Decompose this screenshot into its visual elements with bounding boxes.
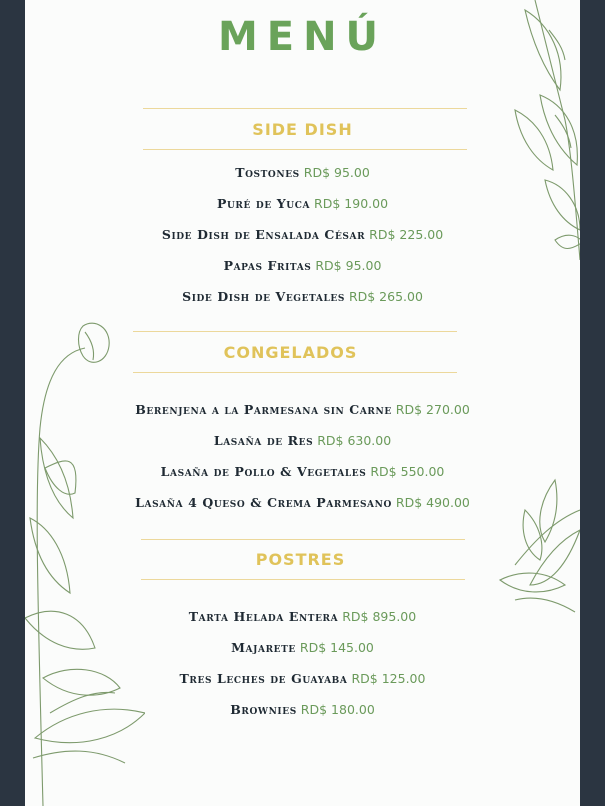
item-price: RD$ 95.00 [303,165,370,180]
menu-item [25,227,580,242]
item-price: RD$ 895.00 [342,609,417,624]
menu-item [25,609,580,624]
menu-item [25,165,580,180]
menu-item [25,289,580,304]
item-price: RD$ 145.00 [299,640,374,655]
section-divider [143,108,467,109]
item-name: Papas Fritas [223,258,312,273]
item-name: Majarete [231,640,296,655]
item-price: RD$ 190.00 [314,196,389,211]
section-divider [143,149,467,150]
menu-item [25,495,580,510]
menu-item [25,258,580,273]
item-name: Tarta Helada Entera [188,609,339,624]
item-name: Brownies [230,702,297,717]
item-price: RD$ 225.00 [369,227,444,242]
menu-page [25,0,580,806]
item-price: RD$ 630.00 [317,433,392,448]
section-divider [133,372,457,373]
menu-item [25,402,580,417]
section-divider [133,331,457,332]
section-divider [141,539,465,540]
menu-item [25,702,580,717]
section-heading-congelados: CONGELADOS [223,343,358,362]
item-name: Lasaña de Res [213,433,314,448]
item-name: Tres Leches de Guayaba [179,671,348,686]
item-name: Lasaña de Pollo & Vegetales [160,464,367,479]
item-price: RD$ 490.00 [395,495,470,510]
item-name: Side Dish de Vegetales [182,289,345,304]
section-divider [141,579,465,580]
item-price: RD$ 180.00 [300,702,375,717]
section-heading-postres: POSTRES [255,550,346,569]
item-price: RD$ 125.00 [351,671,426,686]
menu-item [25,671,580,686]
item-name: Lasaña 4 Queso & Crema Parmesano [135,495,392,510]
item-name: Berenjena a la Parmesana sin Carne [135,402,392,417]
item-price: RD$ 270.00 [395,402,470,417]
item-name: Side Dish de Ensalada César [161,227,366,242]
item-price: RD$ 550.00 [370,464,445,479]
menu-item [25,196,580,211]
section-heading-side-dish: SIDE DISH [252,120,353,139]
menu-title: MENÚ [217,14,388,60]
item-price: RD$ 95.00 [315,258,382,273]
item-price: RD$ 265.00 [348,289,423,304]
item-name: Tostones [235,165,300,180]
menu-item [25,433,580,448]
menu-item [25,464,580,479]
menu-item [25,640,580,655]
item-name: Puré de Yuca [216,196,311,211]
